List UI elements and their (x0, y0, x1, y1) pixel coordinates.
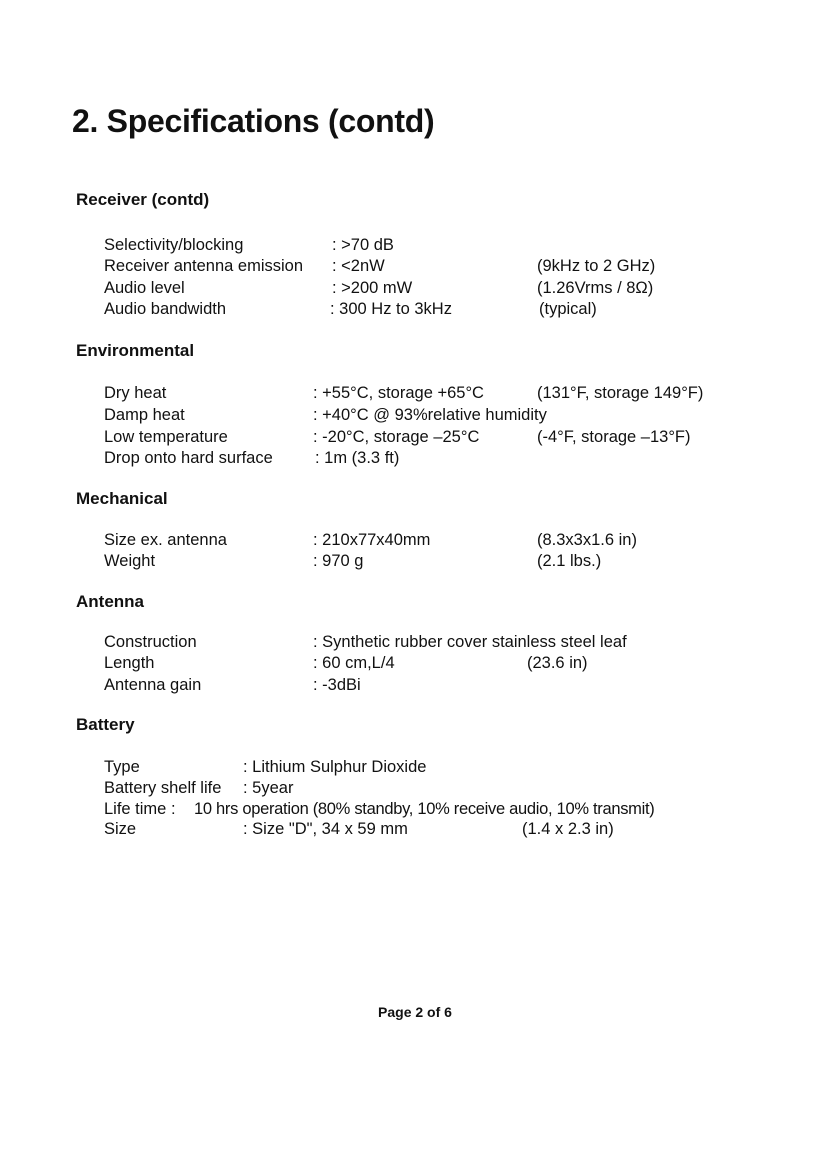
spec-row (0, 820, 830, 842)
spec-value: : 300 Hz to 3kHz (330, 300, 452, 318)
spec-value: : Synthetic rubber cover stainless steel leaf (313, 633, 627, 651)
spec-note: (131°F, storage 149°F) (537, 384, 704, 402)
section-heading-battery: Battery (76, 715, 135, 734)
spec-note: (23.6 in) (527, 654, 588, 672)
spec-label: Size (104, 820, 137, 838)
spec-note: (1.26Vrms / 8Ω) (537, 279, 654, 297)
spec-value: : Lithium Sulphur Dioxide (243, 758, 427, 776)
spec-value: : >70 dB (332, 236, 394, 254)
section-heading-mechanical: Mechanical (76, 489, 168, 508)
spec-note: (1.4 x 2.3 in) (522, 820, 614, 838)
spec-label: Audio bandwidth (104, 300, 227, 318)
spec-value: : >200 mW (332, 279, 413, 297)
spec-row (0, 300, 830, 322)
spec-value: : Size "D", 34 x 59 mm (243, 820, 408, 838)
spec-row (0, 531, 830, 553)
spec-row (0, 552, 830, 574)
spec-label: Low temperature (104, 428, 228, 446)
spec-value: : 970 g (313, 552, 364, 570)
spec-label: Battery shelf life (104, 779, 222, 797)
spec-row (0, 428, 830, 450)
spec-row (0, 633, 830, 655)
spec-note: (8.3x3x1.6 in) (537, 531, 637, 549)
spec-value: : -20°C, storage –25°C (313, 428, 480, 446)
spec-value: : <2nW (332, 257, 385, 275)
spec-label: Antenna gain (104, 676, 202, 694)
spec-value: : -3dBi (313, 676, 361, 694)
spec-value: : 210x77x40mm (313, 531, 431, 549)
spec-label: Dry heat (104, 384, 167, 402)
spec-row (0, 236, 830, 258)
spec-label: Audio level (104, 279, 185, 297)
spec-value: 10 hrs operation (80% standby, 10% receive audio, 10% transmit) (194, 800, 655, 818)
spec-row (0, 800, 830, 822)
spec-label: Construction (104, 633, 197, 651)
spec-row (0, 779, 830, 801)
section-heading-environmental: Environmental (76, 341, 195, 360)
spec-note: (typical) (539, 300, 597, 318)
spec-label: Length (104, 654, 155, 672)
page-number: Page 2 of 6 (378, 1004, 452, 1020)
spec-row (0, 654, 830, 676)
spec-value: : +40°C @ 93%relative humidity (313, 406, 547, 424)
section-heading-antenna: Antenna (76, 592, 144, 611)
spec-value: : 1m (3.3 ft) (315, 449, 400, 467)
spec-label: Type (104, 758, 140, 776)
spec-label: Drop onto hard surface (104, 449, 273, 467)
spec-value: : 5year (243, 779, 294, 797)
spec-value: : 60 cm,L/4 (313, 654, 395, 672)
spec-label: Weight (104, 552, 156, 570)
page-title: 2. Specifications (contd) (72, 103, 435, 139)
spec-label: Selectivity/blocking (104, 236, 244, 254)
spec-note: (9kHz to 2 GHz) (537, 257, 656, 275)
spec-label: Life time : (104, 800, 176, 818)
spec-note: (2.1 lbs.) (537, 552, 602, 570)
spec-label: Damp heat (104, 406, 185, 424)
spec-row (0, 758, 830, 780)
section-heading-receiver: Receiver (contd) (76, 190, 210, 209)
spec-label: Receiver antenna emission (104, 257, 304, 275)
spec-row (0, 676, 830, 698)
spec-row (0, 406, 830, 428)
spec-label: Size ex. antenna (104, 531, 227, 549)
spec-row (0, 257, 830, 279)
spec-row (0, 279, 830, 301)
spec-note: (-4°F, storage –13°F) (537, 428, 691, 446)
spec-row (0, 449, 830, 471)
spec-row (0, 384, 830, 406)
spec-value: : +55°C, storage +65°C (313, 384, 484, 402)
